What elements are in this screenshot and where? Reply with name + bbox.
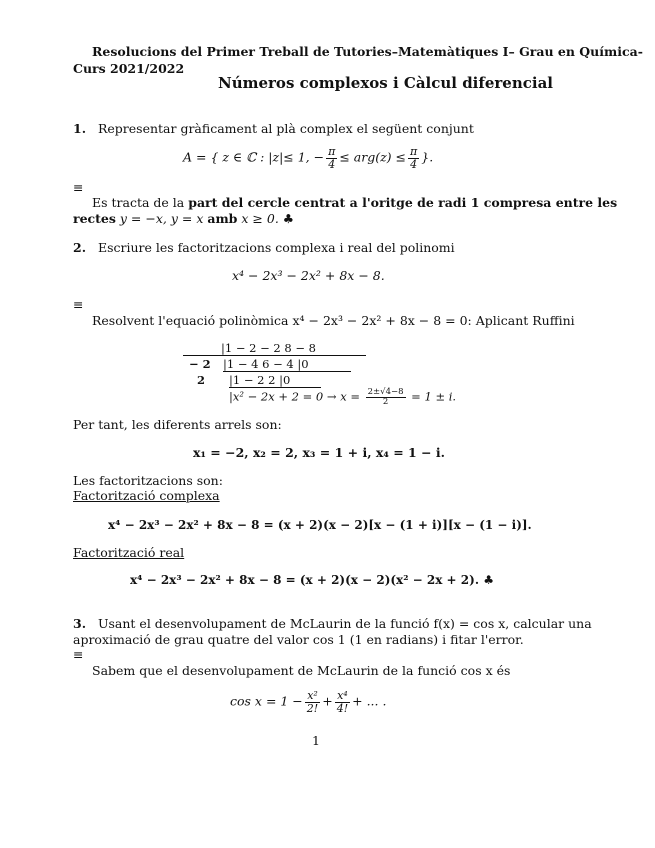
- eq-lhs: A = { z ∈ ℂ : |z|≤ 1, −: [183, 149, 325, 165]
- eq-frac-2: [408, 146, 419, 170]
- frac-den: 2: [382, 396, 389, 407]
- club-icon: ♣: [483, 573, 494, 587]
- frac-den: 4!: [336, 701, 349, 715]
- ruffini-row-0: |1 − 2 − 2 8 − 8: [221, 341, 316, 355]
- frac-den: 4: [410, 157, 418, 171]
- ruffini-quadratic: |x² − 2x + 2 = 0 → x =: [229, 389, 364, 404]
- problem-2-number: 2.: [73, 240, 87, 255]
- frac-num: x⁴: [337, 689, 348, 702]
- frac-den: 2!: [306, 701, 319, 715]
- complex-factorization-eq: x⁴ − 2x³ − 2x² + 8x − 8 = (x + 2)(x − 2)[x − (1 + i)][x − (1 − i)].: [108, 518, 532, 532]
- problem-1-solution-l1: [92, 195, 617, 210]
- frac-num: π: [410, 145, 418, 158]
- problem-1-equation: [183, 146, 433, 170]
- problem-1-statement: [73, 121, 474, 136]
- series-end: + ... .: [352, 693, 387, 709]
- page-number: 1: [312, 733, 320, 748]
- problem-2-text: Escriure les factoritzacions complexa i real del polinomi: [97, 240, 455, 255]
- frac-den: 4: [328, 157, 336, 171]
- ruffini-frac: [366, 388, 406, 407]
- frac-num: π: [328, 145, 336, 158]
- equiv-symbol: ≡: [73, 180, 84, 195]
- sol-text: Es tracta de la: [92, 195, 189, 210]
- ruffini-row-3: [229, 388, 456, 407]
- sol-bold: amb: [207, 211, 238, 226]
- ruffini-hline-2: [223, 371, 351, 372]
- ruffini-row-1-label: − 2: [189, 357, 211, 371]
- ruffini-result: = 1 ± i.: [407, 389, 457, 404]
- series-frac-1: [305, 690, 320, 714]
- problem-1-number: 1.: [73, 121, 87, 136]
- problem-2-statement: [73, 240, 455, 255]
- page-title: Números complexos i Càlcul diferencial: [218, 74, 553, 92]
- sol-math: y = −x, y = x: [115, 211, 208, 226]
- problem-3-statement-l2: aproximació de grau quatre del valor cos 1 (1 en radians) i fitar l'error.: [73, 632, 524, 647]
- real-eq-text: x⁴ − 2x³ − 2x² + 8x − 8 = (x + 2)(x − 2)(x² − 2x + 2).: [130, 573, 479, 587]
- series-frac-2: [335, 690, 350, 714]
- ruffini-row-1: |1 − 4 6 − 4 |0: [223, 357, 309, 371]
- eq-mid: ≤ arg(z) ≤: [339, 149, 407, 165]
- frac-num: 2±√4−8: [367, 387, 404, 397]
- ruffini-row-2: |1 − 2 2 |0: [229, 373, 291, 387]
- real-factorization-label: Factorització real: [73, 545, 185, 560]
- roots-list: x₁ = −2, x₂ = 2, x₃ = 1 + i, x₄ = 1 − i.: [193, 445, 445, 460]
- sol-bold: part del cercle centrat a l'oritge de radi 1 compresa entre les: [188, 195, 618, 210]
- roots-intro: Per tant, les diferents arrels son:: [73, 417, 282, 432]
- eq-frac-1: [326, 146, 337, 170]
- series-lhs: cos x = 1 −: [230, 693, 303, 709]
- header-line-2: Curs 2021/2022: [73, 61, 185, 76]
- ruffini-hline-1: [183, 355, 366, 356]
- mclaurin-series: [230, 690, 386, 714]
- problem-1-solution-l2: [73, 211, 294, 226]
- complex-factorization-label: Factorització complexa: [73, 488, 220, 503]
- eq-end: }.: [421, 149, 434, 165]
- equiv-symbol: ≡: [73, 297, 84, 312]
- header-line-1: Resolucions del Primer Treball de Tutories–Matemàtiques I– Grau en Química-: [92, 44, 643, 59]
- problem-3-text-1: Usant el desenvolupament de McLaurin de la funció f(x) = cos x, calcular una: [97, 616, 592, 631]
- ruffini-row-2-label: 2: [197, 373, 206, 387]
- ruffini-intro: Resolvent l'equació polinòmica x⁴ − 2x³ − 2x² + 8x − 8 = 0: Aplicant Ruffini: [92, 313, 575, 328]
- club-icon: ♣: [282, 211, 295, 226]
- frac-num: x²: [307, 689, 318, 702]
- problem-2-polynomial: x⁴ − 2x³ − 2x² + 8x − 8.: [232, 268, 385, 283]
- problem-3-number: 3.: [73, 616, 87, 631]
- problem-3-statement-l1: [73, 616, 592, 631]
- sol-bold: rectes: [73, 211, 116, 226]
- equiv-symbol: ≡: [73, 647, 84, 662]
- sol-math: x ≥ 0.: [237, 211, 279, 226]
- real-factorization-eq: [130, 573, 494, 587]
- factorizations-intro: Les factoritzacions son:: [73, 473, 223, 488]
- mclaurin-intro: Sabem que el desenvolupament de McLaurin de la funció cos x és: [92, 663, 511, 678]
- series-plus: +: [322, 693, 333, 709]
- problem-1-text: Representar gràficament al plà complex el següent conjunt: [97, 121, 474, 136]
